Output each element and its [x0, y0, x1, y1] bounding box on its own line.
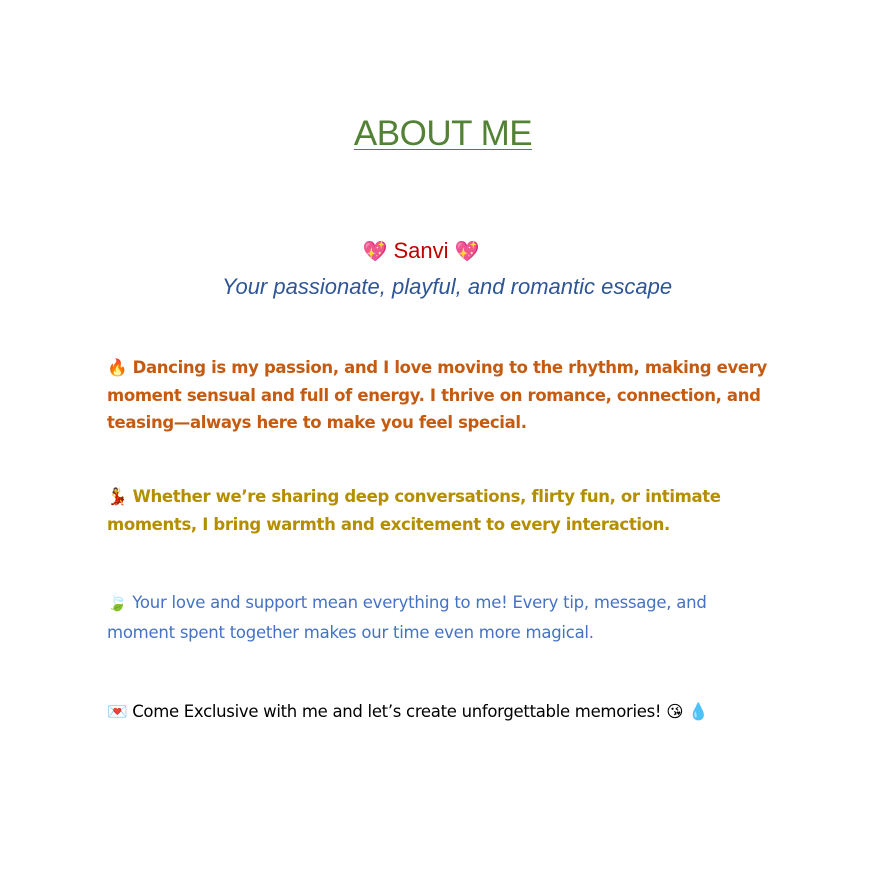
droplet-icon: 💧 — [688, 702, 709, 721]
dancer-icon: 💃 — [107, 487, 128, 506]
fire-drop-icon: 🔥 — [107, 358, 128, 377]
paragraph-dancing — [107, 354, 779, 437]
profile-name-line — [0, 235, 842, 267]
paragraph-text: Come Exclusive with me and let’s create unforgettable memories! — [132, 702, 662, 721]
sparkling-heart-icon: 💖 — [454, 239, 480, 263]
paragraph-conversations — [107, 483, 779, 538]
paragraph-exclusive — [107, 697, 779, 727]
profile-name: Sanvi — [393, 238, 449, 263]
paragraph-support — [107, 588, 779, 648]
leaf-icon: 🍃 — [107, 593, 128, 612]
love-letter-icon: 💌 — [107, 702, 128, 721]
paragraph-text: Dancing is my passion, and I love moving to the rhythm, making every moment sensual and full of energy. I thrive on romance, connection, and teasing—always here to make you feel special. — [107, 358, 767, 432]
page-title: ABOUT ME — [353, 114, 533, 153]
profile-tagline: Your passionate, playful, and romantic escape — [222, 274, 673, 299]
kiss-face-icon: 😘 — [666, 702, 684, 721]
sparkling-heart-icon: 💖 — [362, 239, 388, 263]
paragraph-text: Your love and support mean everything to me! Every tip, message, and moment spent together makes our time even more magical. — [107, 593, 707, 642]
paragraph-text: Whether we’re sharing deep conversations, flirty fun, or intimate moments, I bring warmth and excitement to every interaction. — [107, 487, 721, 534]
